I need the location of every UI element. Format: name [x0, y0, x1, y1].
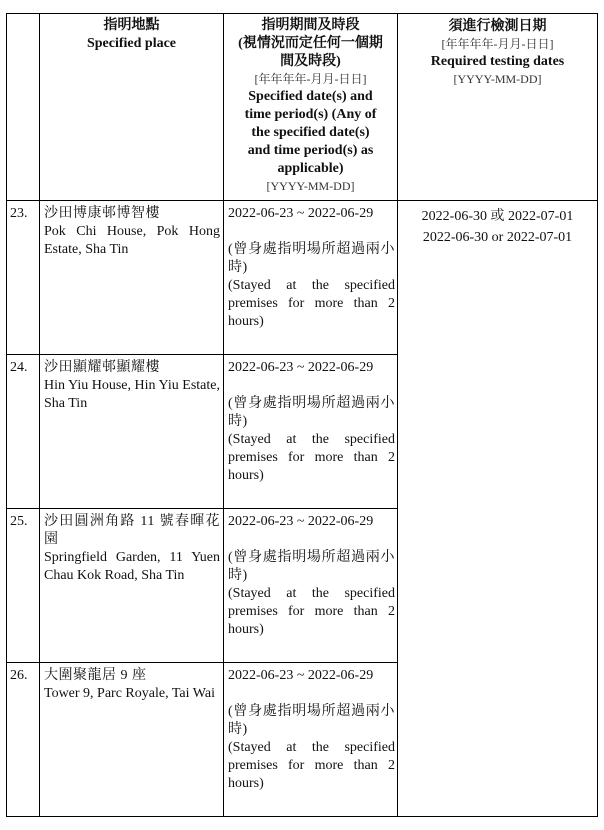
header-specified-place: [40, 14, 224, 201]
header-period-format-cn: [年年年年-月月-日日]: [254, 72, 367, 86]
period-note-en: (Stayed at the specified premises for more than 2 hours): [228, 586, 395, 637]
period-note-en: (Stayed at the specified premises for more than 2 hours): [228, 740, 395, 791]
period-note-en: (Stayed at the specified premises for more than 2 hours): [228, 432, 395, 483]
period-note-cn: (曾身處指明場所超過兩小時): [228, 396, 395, 429]
period-range: 2022-06-23 ~ 2022-06-29: [228, 360, 374, 375]
required-dates-cn: 2022-06-30 或 2022-07-01: [421, 209, 574, 224]
row-number: 23.: [7, 201, 40, 355]
period-note-cn: (曾身處指明場所超過兩小時): [228, 242, 395, 275]
header-number: [7, 14, 40, 201]
place-cell: [40, 663, 224, 817]
period-range: 2022-06-23 ~ 2022-06-29: [228, 668, 374, 683]
place-en: Springfield Garden, 11 Yuen Chau Kok Road, Sha Tin: [44, 550, 220, 583]
period-note-en: (Stayed at the specified premises for more than 2 hours): [228, 278, 395, 329]
place-cell: [40, 355, 224, 509]
row-number: 26.: [7, 663, 40, 817]
header-period-cn: 指明期間及時段 (視情況而定任何一個期間及時段): [238, 18, 383, 69]
header-place-en: Specified place: [86, 36, 177, 51]
specified-places-table: [6, 13, 598, 817]
place-en: Pok Chi House, Pok Hong Estate, Sha Tin: [44, 224, 220, 257]
place-cn: 沙田博康邨博智樓: [44, 206, 160, 221]
period-cell: [224, 663, 398, 817]
header-dates-format-en: [YYYY-MM-DD]: [453, 72, 542, 86]
table-row: [7, 201, 598, 355]
header-place-cn: 指明地點: [103, 18, 160, 33]
period-cell: [224, 355, 398, 509]
header-period-format-en: [YYYY-MM-DD]: [266, 179, 355, 193]
period-range: 2022-06-23 ~ 2022-06-29: [228, 514, 374, 529]
header-dates-cn: 須進行檢測日期: [448, 19, 547, 34]
required-dates-en: 2022-06-30 or 2022-07-01: [422, 230, 573, 245]
period-range: 2022-06-23 ~ 2022-06-29: [228, 206, 374, 221]
row-number: 25.: [7, 509, 40, 663]
place-cn: 沙田圓洲角路 11 號春暉花園: [44, 514, 220, 547]
place-cell: [40, 509, 224, 663]
period-cell: [224, 509, 398, 663]
table-header-row: [7, 14, 598, 201]
required-testing-dates-cell: [398, 201, 598, 817]
header-period-en: Specified date(s) and time period(s) (Any of the specified date(s) and time period(s) as applicable): [244, 89, 377, 176]
header-dates-en: Required testing dates: [430, 54, 565, 69]
place-cell: [40, 201, 224, 355]
header-specified-period: [224, 14, 398, 201]
place-cn: 大圍聚龍居 9 座: [44, 668, 147, 683]
header-required-testing-dates: [398, 14, 598, 201]
place-en: Hin Yiu House, Hin Yiu Estate, Sha Tin: [44, 378, 220, 411]
row-number: 24.: [7, 355, 40, 509]
place-en: Tower 9, Parc Royale, Tai Wai: [44, 686, 215, 701]
header-dates-format-cn: [年年年年-月月-日日]: [441, 37, 554, 51]
place-cn: 沙田顯耀邨顯耀樓: [44, 360, 160, 375]
period-note-cn: (曾身處指明場所超過兩小時): [228, 704, 395, 737]
period-cell: [224, 201, 398, 355]
period-note-cn: (曾身處指明場所超過兩小時): [228, 550, 395, 583]
